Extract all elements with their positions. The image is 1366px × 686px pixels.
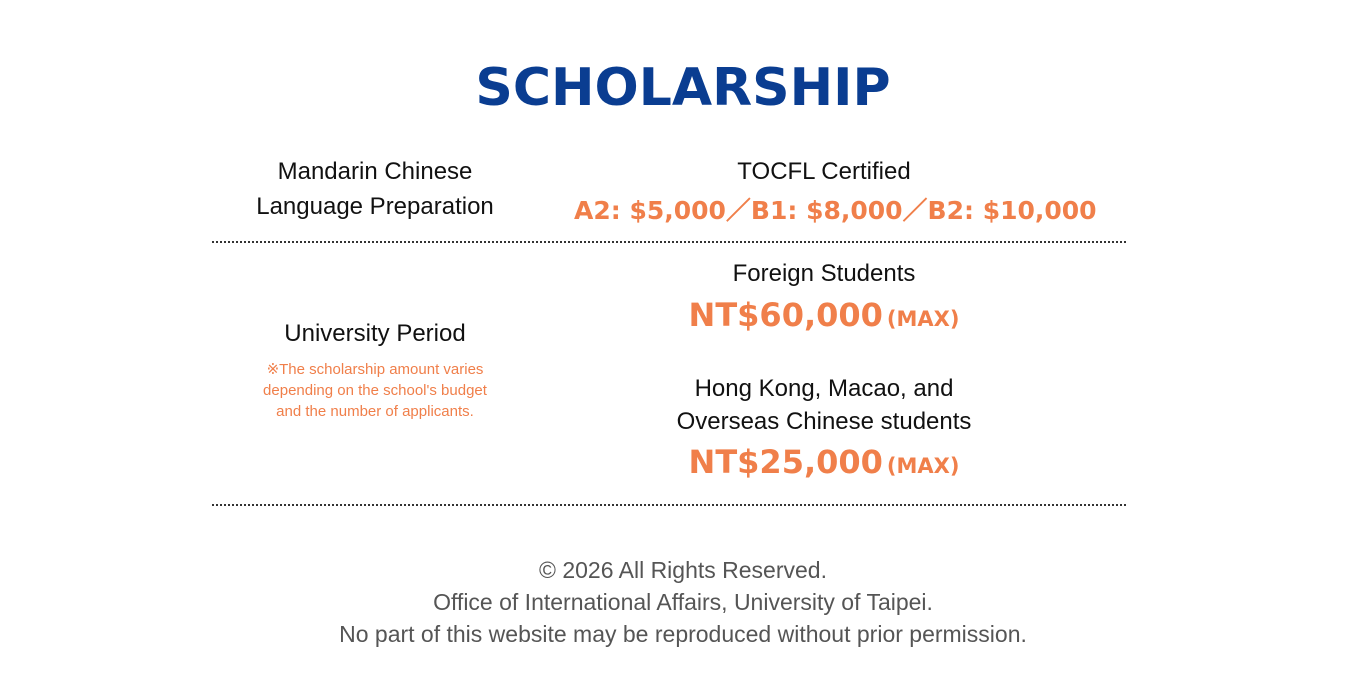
university-period-section — [200, 316, 550, 422]
reproduction-notice: No part of this website may be reproduced without prior permission. — [339, 621, 1027, 647]
page-title: SCHOLARSHIP — [475, 58, 891, 118]
foreign-students-heading: Foreign Students — [732, 260, 916, 287]
overseas-chinese-amount-suffix: (MAX) — [886, 454, 960, 478]
language-prep-label-line2: Language Preparation — [256, 193, 494, 220]
scholarship-note — [200, 359, 550, 422]
language-prep-label-line1: Mandarin Chinese — [277, 158, 473, 185]
divider — [212, 241, 1126, 243]
tocfl-heading: TOCFL Certified — [737, 158, 911, 185]
scholarship-note-line2: depending on the school's budget — [263, 382, 487, 399]
language-prep-label — [200, 154, 550, 224]
overseas-chinese-amount-value: NT$25,000 — [688, 443, 883, 481]
overseas-chinese-section — [574, 372, 1074, 488]
overseas-chinese-amount — [574, 440, 1074, 488]
overseas-chinese-heading-line1: Hong Kong, Macao, and — [694, 375, 954, 402]
foreign-students-section — [574, 256, 1074, 341]
scholarship-note-line3: and the number of applicants. — [276, 403, 474, 420]
tocfl-rates: A2: $5,000／B1: $8,000／B2: $10,000 — [574, 196, 1097, 225]
footer — [0, 554, 1366, 650]
foreign-students-amount — [574, 293, 1074, 341]
divider — [212, 504, 1126, 506]
office-name: Office of International Affairs, University of Taipei. — [433, 589, 933, 615]
tocfl-section — [574, 154, 1097, 231]
overseas-chinese-heading-line2: Overseas Chinese students — [676, 408, 972, 435]
foreign-students-amount-suffix: (MAX) — [886, 307, 960, 331]
foreign-students-amount-value: NT$60,000 — [688, 296, 883, 334]
scholarship-note-line1: ※The scholarship amount varies — [266, 361, 484, 378]
university-period-label: University Period — [284, 320, 466, 347]
copyright-text: © 2026 All Rights Reserved. — [539, 557, 827, 583]
